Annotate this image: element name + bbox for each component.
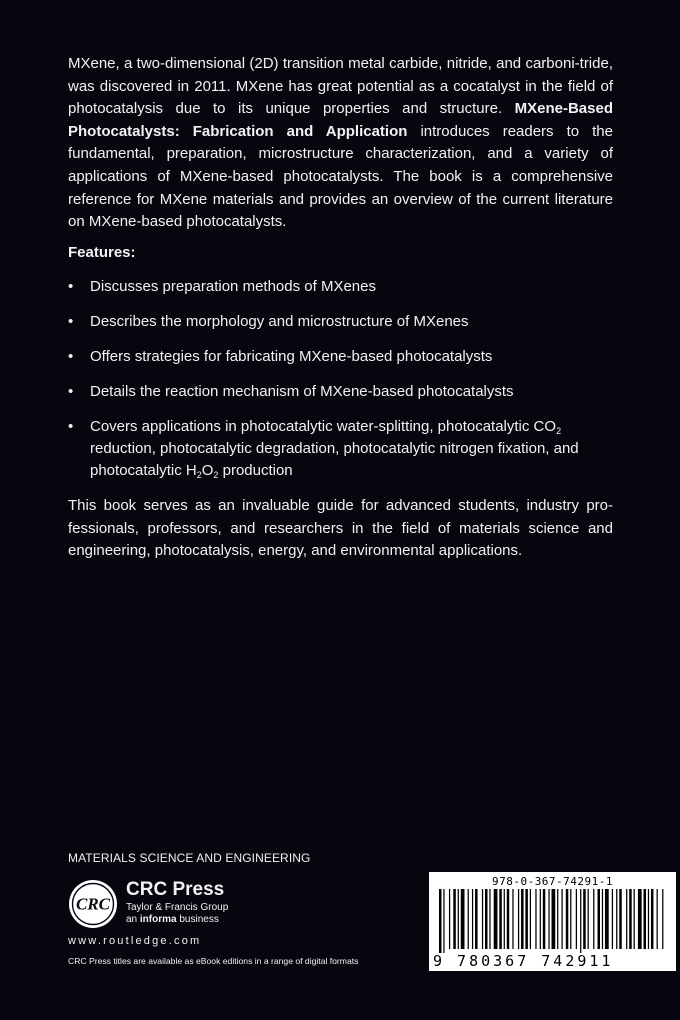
features-list xyxy=(68,276,613,495)
barcode-bar xyxy=(570,889,571,949)
barcode-bar xyxy=(475,889,478,949)
publisher-name: CRC Press xyxy=(126,879,225,900)
barcode-bar xyxy=(580,889,581,953)
barcode-bar xyxy=(485,889,488,949)
ebook-note: CRC Press titles are available as eBook editions in a range of digital formats xyxy=(68,956,359,966)
barcode-bar xyxy=(443,889,444,953)
barcode-bar xyxy=(576,889,577,949)
book-title: MXene-Based Photocatalysts: Fabrication and Application xyxy=(68,100,613,140)
bullet-icon: • xyxy=(68,313,74,330)
barcode-bar xyxy=(619,889,622,949)
barcode-bar xyxy=(453,889,456,949)
crc-logo-icon xyxy=(68,879,118,929)
feature-text-segment: reduction, photocatalytic degradation, photocatalytic nitrogen fixation, and photocatalytic H xyxy=(90,440,579,479)
barcode-bar xyxy=(540,889,541,949)
subscript: 2 xyxy=(213,470,219,480)
barcode-bar xyxy=(602,889,603,949)
barcode-bar xyxy=(543,889,546,949)
barcode-bar xyxy=(651,889,654,949)
barcode-bar xyxy=(489,889,490,949)
barcode-bar xyxy=(449,889,450,949)
logo-text: CRC xyxy=(75,894,111,914)
barcode-bar xyxy=(566,889,569,949)
barcode-bar xyxy=(616,889,617,949)
barcode-bar xyxy=(593,889,594,949)
barcode-bar xyxy=(499,889,502,949)
subscript: 2 xyxy=(556,426,562,436)
publisher-group: Taylor & Francis Group xyxy=(126,902,229,913)
barcode-bar xyxy=(504,889,505,949)
barcode-bar xyxy=(439,889,442,953)
publisher-block xyxy=(126,880,228,926)
barcode-bar xyxy=(507,889,510,949)
barcode-bar xyxy=(634,889,635,949)
list-item xyxy=(68,276,613,298)
barcode-bar xyxy=(648,889,649,949)
barcode-bar xyxy=(548,889,549,949)
barcode-bar xyxy=(557,889,558,949)
feature-text: Discusses preparation methods of MXenes xyxy=(90,278,376,295)
barcode-bar xyxy=(588,889,589,949)
isbn-bottom: 9 780367 742911 xyxy=(433,952,614,970)
barcode xyxy=(429,872,676,971)
subscript: 2 xyxy=(196,470,202,480)
barcode-bars xyxy=(437,889,668,953)
barcode-bar xyxy=(626,889,627,949)
isbn-top: 978-0-367-74291-1 xyxy=(491,875,614,888)
barcode-bar xyxy=(521,889,524,949)
barcode-bar xyxy=(552,889,556,949)
barcode-bar xyxy=(612,889,613,949)
barcode-bar xyxy=(598,889,601,949)
barcode-bar xyxy=(629,889,632,949)
barcode-bar xyxy=(662,889,663,949)
feature-text-segment: production xyxy=(218,462,293,479)
website-link[interactable]: www.routledge.com xyxy=(68,935,202,947)
series-label: MATERIALS SCIENCE AND ENGINEERING xyxy=(68,851,311,865)
informa-suffix: business xyxy=(176,914,219,925)
barcode-bar xyxy=(512,889,513,949)
features-heading: Features: xyxy=(68,244,136,261)
barcode-bar xyxy=(468,889,469,949)
barcode-bar xyxy=(530,889,531,949)
barcode-bar xyxy=(472,889,473,949)
bullet-icon: • xyxy=(68,418,74,435)
barcode-bar xyxy=(657,889,658,949)
list-item xyxy=(68,311,613,333)
barcode-bar xyxy=(638,889,642,949)
bullet-icon: • xyxy=(68,383,74,400)
barcode-bar xyxy=(561,889,562,949)
feature-text xyxy=(90,418,579,479)
intro-paragraph xyxy=(68,53,613,234)
list-item xyxy=(68,416,613,482)
feature-text: Details the reaction mechanism of MXene-based photocatalysts xyxy=(90,383,514,400)
barcode-bar xyxy=(458,889,459,949)
barcode-bar xyxy=(605,889,609,949)
informa-prefix: an xyxy=(126,914,140,925)
list-item xyxy=(68,346,613,368)
feature-text-segment: Covers applications in photocatalytic water-splitting, photocatalytic CO xyxy=(90,418,557,435)
bullet-icon: • xyxy=(68,278,74,295)
informa-bold: informa xyxy=(139,914,177,925)
barcode-bar xyxy=(494,889,498,949)
feature-text: Describes the morphology and microstructure of MXenes xyxy=(90,313,469,330)
closing-paragraph: This book serves as an invaluable guide for advanced students, industry pro-fessionals, professors, and researchers in the field of materials science and engineering, photocatalysis, energy, and environmental applications. xyxy=(68,497,613,560)
intro-text-part2: introduces readers to the fundamental, preparation, microstructure characterization, and a variety of applications of MXene-based photocatalysts. The book is a comprehensive reference for MXene materials and provides an overview of the current literature on MXene-based photocatalysts. xyxy=(68,122,613,231)
feature-text: Offers strategies for fabricating MXene-based photocatalysts xyxy=(90,348,493,365)
intro-text-part1: MXene, a two-dimensional (2D) transition metal carbide, nitride, and carboni-tride, was discovered in 2011. MXene has great potential as a cocatalyst in the field of photocatalysis due to its unique properties and structure. xyxy=(68,55,613,118)
list-item xyxy=(68,381,613,403)
barcode-bar xyxy=(525,889,528,949)
feature-text-segment: O xyxy=(201,462,214,479)
bullet-icon: • xyxy=(68,348,74,365)
barcode-bar xyxy=(461,889,465,949)
publisher-informa xyxy=(126,914,228,926)
barcode-bar xyxy=(583,889,586,949)
barcode-bar xyxy=(482,889,483,949)
barcode-bar xyxy=(518,889,519,949)
barcode-bar xyxy=(535,889,536,949)
barcode-bar xyxy=(644,889,647,949)
